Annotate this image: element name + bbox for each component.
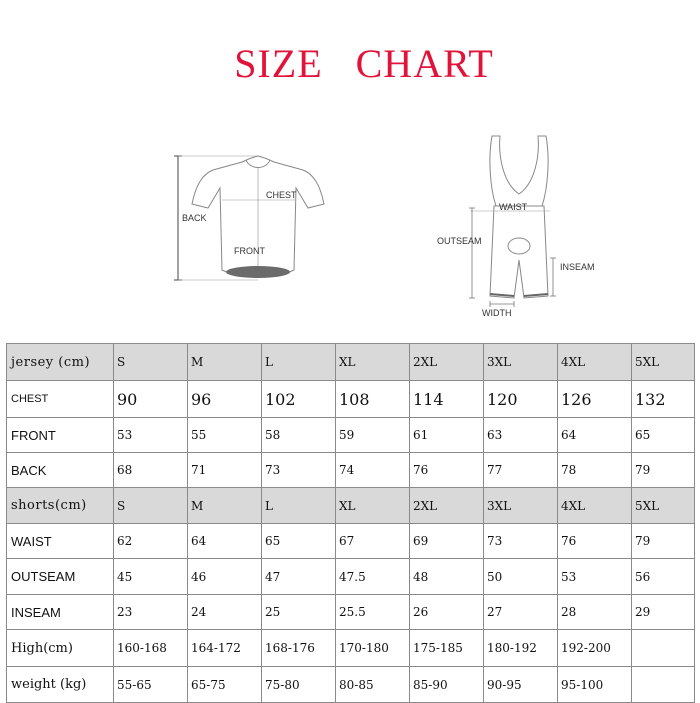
size-header-3xl: 3XL xyxy=(484,344,558,381)
table-cell: 62 xyxy=(114,524,188,559)
width-label: WIDTH xyxy=(482,308,512,318)
table-cell: 27 xyxy=(484,595,558,630)
table-cell: 29 xyxy=(632,595,695,630)
size-header-s: S xyxy=(114,488,188,524)
table-cell: 25 xyxy=(262,595,336,630)
table-cell: 75-80 xyxy=(262,667,336,703)
table-cell: 180-192 xyxy=(484,630,558,667)
size-header-5xl: 5XL xyxy=(632,488,695,524)
row-label-inseam: INSEAM xyxy=(7,595,114,630)
table-cell: 120 xyxy=(484,381,558,418)
outseam-row xyxy=(7,559,695,595)
table-cell: 90-95 xyxy=(484,667,558,703)
row-label-waist: WAIST xyxy=(7,524,114,559)
waist-row xyxy=(7,524,695,559)
table-cell: 170-180 xyxy=(336,630,410,667)
table-cell: 102 xyxy=(262,381,336,418)
table-cell: 74 xyxy=(336,453,410,488)
jersey-header-label: jersey (cm) xyxy=(7,344,114,381)
table-cell: 28 xyxy=(558,595,632,630)
table-cell: 76 xyxy=(410,453,484,488)
table-cell: 55 xyxy=(188,418,262,453)
table-cell: 61 xyxy=(410,418,484,453)
table-cell: 77 xyxy=(484,453,558,488)
size-header-4xl: 4XL xyxy=(558,488,632,524)
table-cell: 47.5 xyxy=(336,559,410,595)
table-cell: 164-172 xyxy=(188,630,262,667)
size-header-2xl: 2XL xyxy=(410,488,484,524)
table-cell: 132 xyxy=(632,381,695,418)
table-cell: 64 xyxy=(558,418,632,453)
page-title: SIZE CHART xyxy=(234,41,494,86)
front-row xyxy=(7,418,695,453)
shorts-header-row xyxy=(7,488,695,524)
inseam-label: INSEAM xyxy=(560,262,595,272)
table-cell: 25.5 xyxy=(336,595,410,630)
table-cell: 71 xyxy=(188,453,262,488)
table-cell: 23 xyxy=(114,595,188,630)
table-cell: 73 xyxy=(484,524,558,559)
table-cell: 56 xyxy=(632,559,695,595)
table-cell: 80-85 xyxy=(336,667,410,703)
table-cell: 24 xyxy=(188,595,262,630)
table-cell: 85-90 xyxy=(410,667,484,703)
table-cell: 73 xyxy=(262,453,336,488)
table-cell: 108 xyxy=(336,381,410,418)
waist-label: WAIST xyxy=(499,202,528,212)
size-header-m: M xyxy=(188,488,262,524)
table-cell: 78 xyxy=(558,453,632,488)
size-header-5xl: 5XL xyxy=(632,344,695,381)
size-header-2xl: 2XL xyxy=(410,344,484,381)
table-cell: 126 xyxy=(558,381,632,418)
size-header-s: S xyxy=(114,344,188,381)
table-cell: 95-100 xyxy=(558,667,632,703)
table-cell: 55-65 xyxy=(114,667,188,703)
row-label-chest: CHEST xyxy=(7,381,114,418)
table-cell: 53 xyxy=(558,559,632,595)
size-header-l: L xyxy=(262,488,336,524)
size-table xyxy=(6,343,695,703)
size-header-xl: XL xyxy=(336,488,410,524)
size-header-4xl: 4XL xyxy=(558,344,632,381)
table-cell: 65 xyxy=(632,418,695,453)
table-cell xyxy=(632,667,695,703)
size-header-xl: XL xyxy=(336,344,410,381)
table-cell: 192-200 xyxy=(558,630,632,667)
height-row xyxy=(7,630,695,667)
row-label-weight: weight (kg) xyxy=(7,667,114,703)
table-cell xyxy=(632,630,695,667)
table-cell: 90 xyxy=(114,381,188,418)
table-cell: 114 xyxy=(410,381,484,418)
shorts-header-label: shorts(cm) xyxy=(7,488,114,524)
back-row xyxy=(7,453,695,488)
size-header-l: L xyxy=(262,344,336,381)
table-cell: 53 xyxy=(114,418,188,453)
table-cell: 50 xyxy=(484,559,558,595)
table-cell: 47 xyxy=(262,559,336,595)
inseam-row xyxy=(7,595,695,630)
table-cell: 58 xyxy=(262,418,336,453)
table-cell: 76 xyxy=(558,524,632,559)
back-label: BACK xyxy=(182,213,207,223)
chest-label: CHEST xyxy=(266,190,297,200)
table-cell: 168-176 xyxy=(262,630,336,667)
table-cell: 69 xyxy=(410,524,484,559)
table-cell: 46 xyxy=(188,559,262,595)
table-cell: 26 xyxy=(410,595,484,630)
table-cell: 79 xyxy=(632,453,695,488)
table-cell: 48 xyxy=(410,559,484,595)
table-cell: 59 xyxy=(336,418,410,453)
table-cell: 65 xyxy=(262,524,336,559)
jersey-header-row xyxy=(7,344,695,381)
table-cell: 79 xyxy=(632,524,695,559)
table-cell: 63 xyxy=(484,418,558,453)
row-label-front: FRONT xyxy=(7,418,114,453)
table-cell: 96 xyxy=(188,381,262,418)
table-cell: 64 xyxy=(188,524,262,559)
front-label: FRONT xyxy=(234,246,265,256)
row-label-height: High(cm) xyxy=(7,630,114,667)
shorts-diagram xyxy=(430,128,610,323)
table-cell: 68 xyxy=(114,453,188,488)
table-cell: 67 xyxy=(336,524,410,559)
jersey-diagram xyxy=(168,148,343,288)
size-header-m: M xyxy=(188,344,262,381)
size-header-3xl: 3XL xyxy=(484,488,558,524)
table-cell: 65-75 xyxy=(188,667,262,703)
table-cell: 45 xyxy=(114,559,188,595)
row-label-back: BACK xyxy=(7,453,114,488)
chest-row xyxy=(7,381,695,418)
table-cell: 175-185 xyxy=(410,630,484,667)
table-cell: 160-168 xyxy=(114,630,188,667)
row-label-outseam: OUTSEAM xyxy=(7,559,114,595)
outseam-label: OUTSEAM xyxy=(437,236,482,246)
weight-row xyxy=(7,667,695,703)
